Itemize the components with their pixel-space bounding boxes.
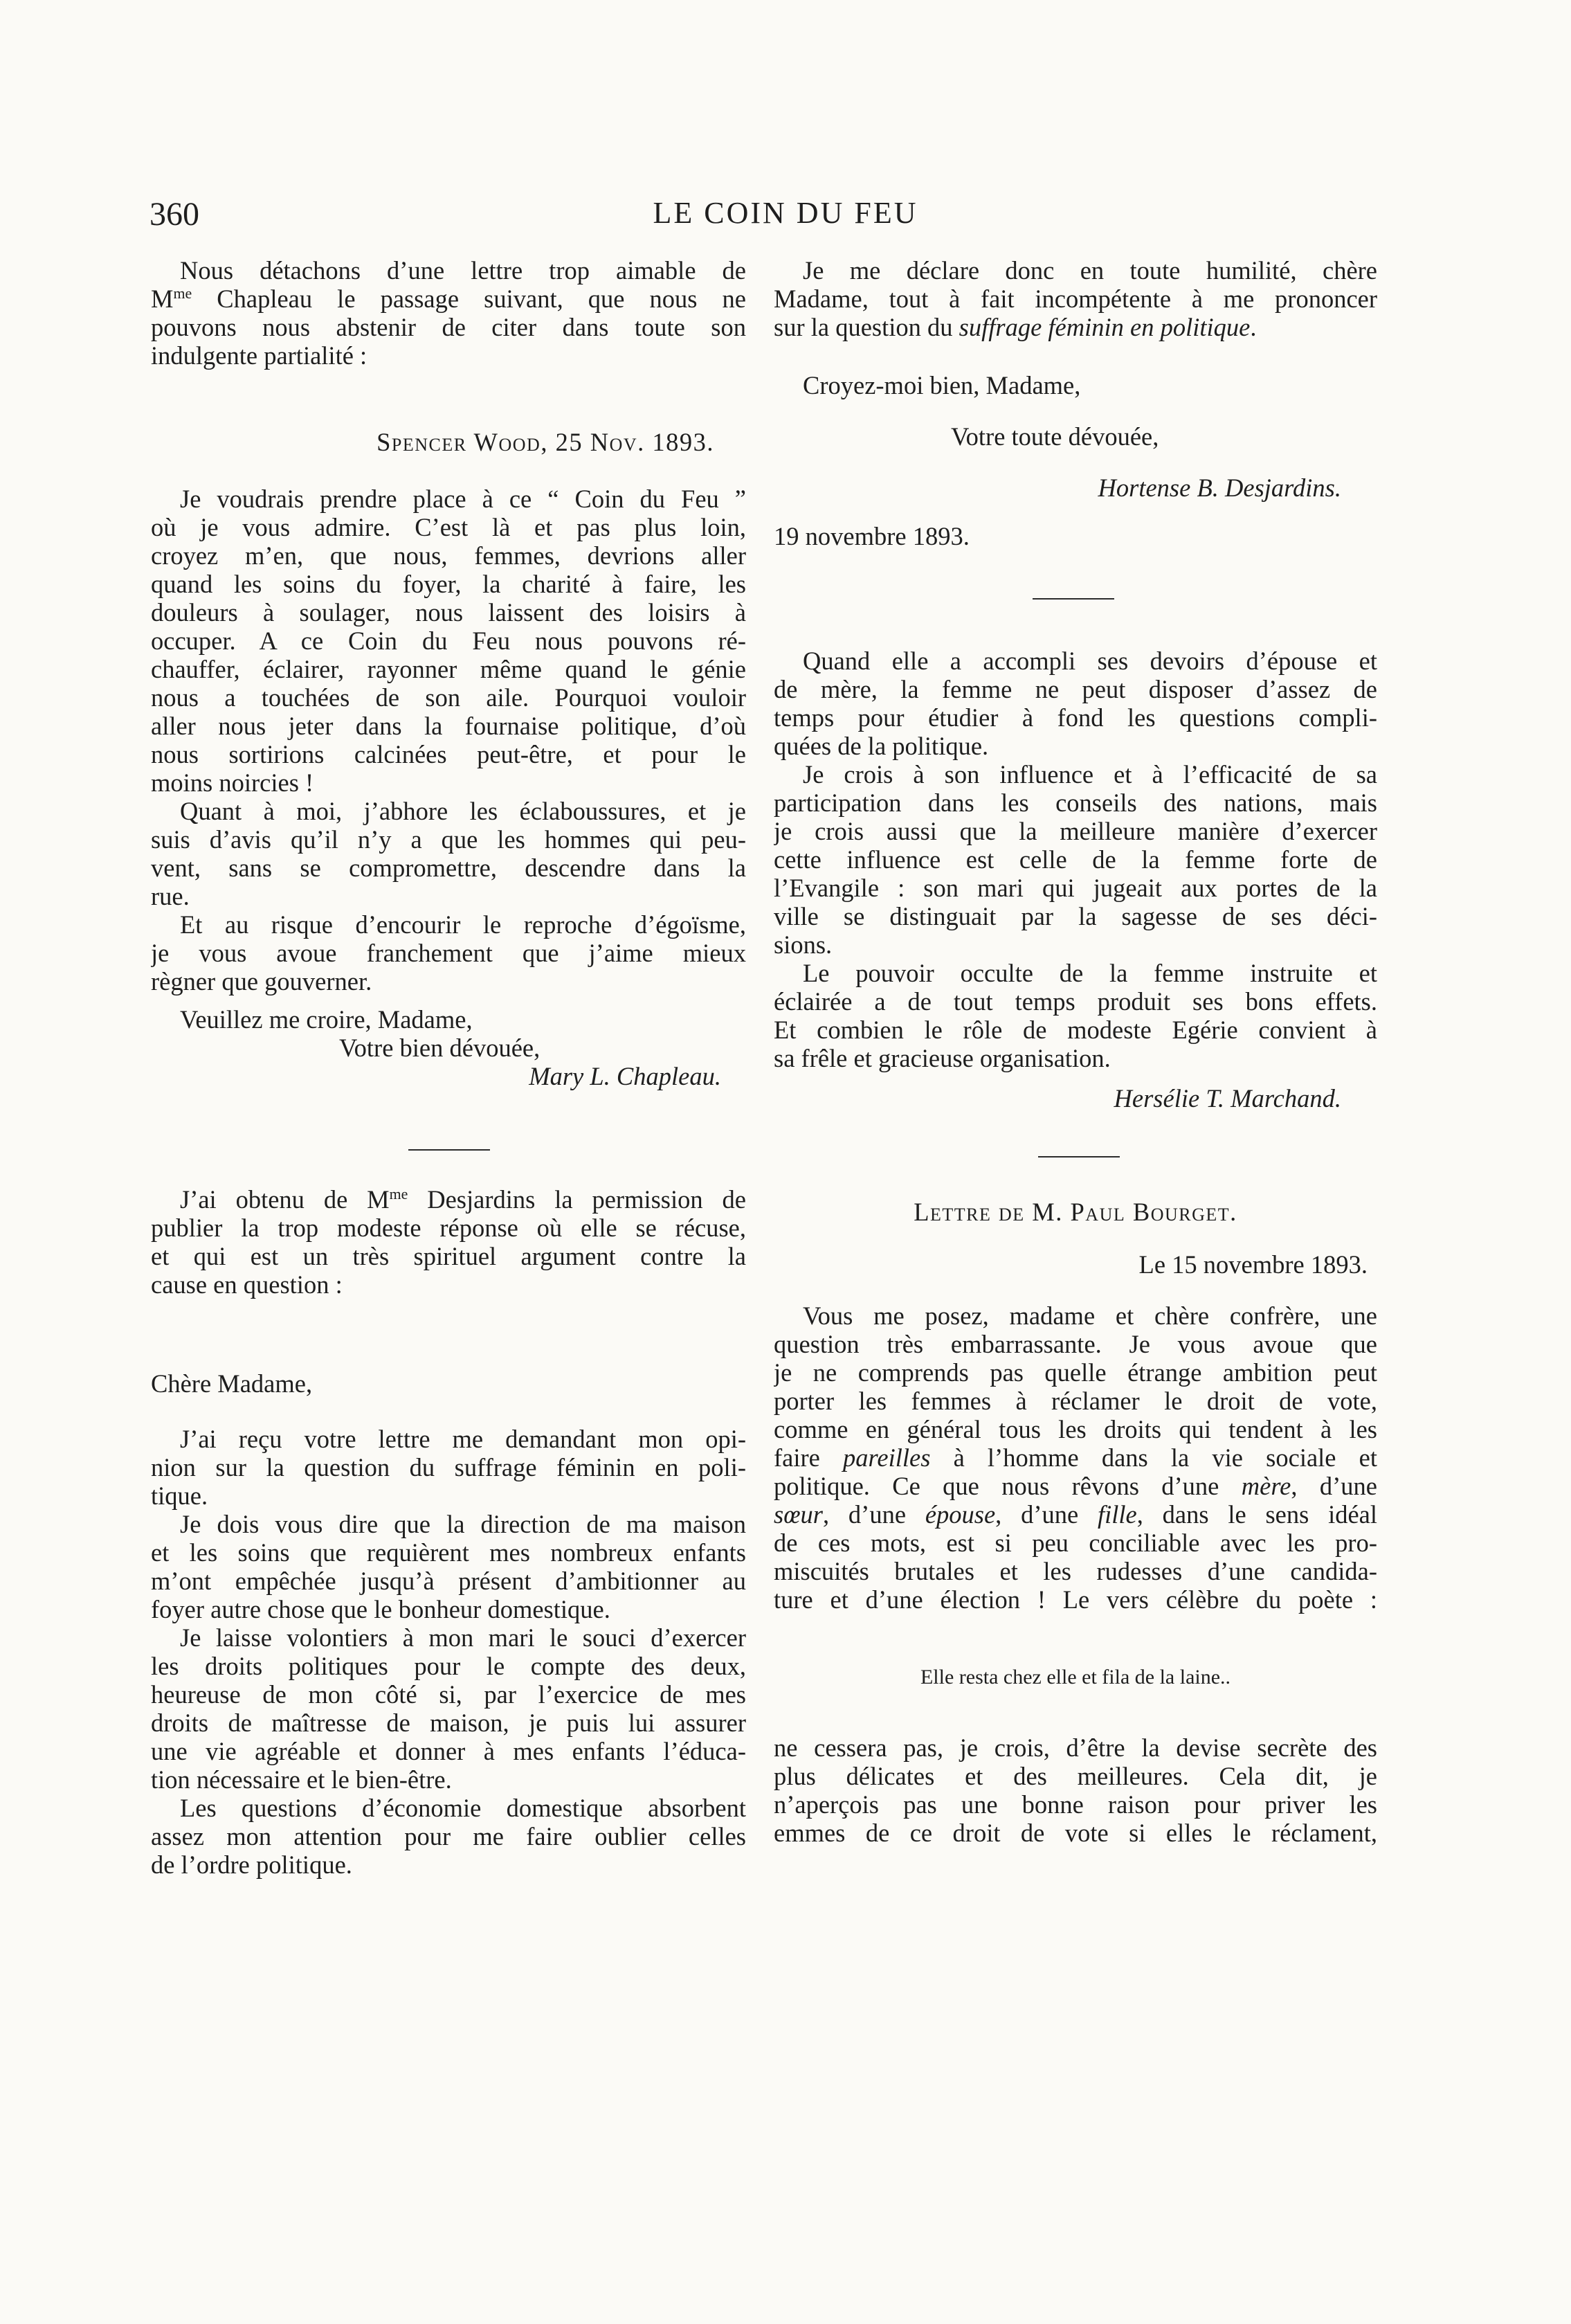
text-line: droits de maîtresse de maison, je puis lui assurer (151, 1709, 746, 1737)
text-line: faire pareilles à l’homme dans la vie sociale et (774, 1443, 1377, 1472)
text-line: ne cessera pas, je crois, d’être la devise secrète des (774, 1733, 1377, 1762)
text-line: nous a touchées de son aile. Pourquoi vouloir (151, 683, 746, 712)
text-line: suis d’avis qu’il n’y a que les hommes qui peu- (151, 825, 746, 854)
text-line: Madame, tout à fait incompétente à me prononcer (774, 285, 1377, 313)
text-line: Je me déclare donc en toute humilité, chère (803, 256, 1377, 285)
text-line: Et au risque d’encourir le reproche d’égoïsme, (180, 910, 746, 939)
text-line: chauffer, éclairer, rayonner même quand le génie (151, 655, 746, 683)
text-line: Je dois vous dire que la direction de ma maison (180, 1510, 746, 1538)
text-line: sur la question du suffrage féminin en politique. (774, 313, 1257, 341)
text-line: éclairée a de tout temps produit ses bons effets. (774, 987, 1377, 1016)
text-line: indulgente partialité : (151, 341, 367, 370)
letter1-closing (151, 1005, 746, 1090)
text-line: Vous me posez, madame et chère confrère, une (803, 1301, 1377, 1330)
text-line: sa frêle et gracieuse organisation. (774, 1044, 1111, 1072)
text-line: politique. Ce que nous rêvons d’une mère, d’une (774, 1472, 1377, 1500)
text-line: Votre toute dévouée, (951, 422, 1159, 451)
text-line: je ne comprends pas quelle étrange ambition peut (774, 1358, 1377, 1387)
text-line: vent, sans se compromettre, descendre dans la (151, 854, 746, 882)
text-line: Quand elle a accompli ses devoirs d’épouse et (803, 647, 1377, 675)
text-line: ture et d’une élection ! Le vers célèbre du poète : (774, 1585, 1377, 1614)
bourget-date: Le 15 novembre 1893. (1138, 1250, 1368, 1279)
text-line: et qui est un très spirituel argument contre la (151, 1242, 746, 1270)
letter2-date: 19 novembre 1893. (774, 522, 970, 550)
page-number: 360 (149, 196, 199, 233)
running-title: LE COIN DU FEU (653, 196, 918, 230)
text-line: de ces mots, est si peu conciliable avec les pro- (774, 1529, 1377, 1557)
bourget-continuation (774, 1733, 1377, 1847)
text-line: miscuités brutales et les rudesses d’une candida- (774, 1557, 1377, 1585)
letter2-salutation: Chère Madame, (151, 1369, 313, 1398)
text-line: temps pour étudier à fond les questions compli- (774, 703, 1377, 732)
text-line: tique. (151, 1481, 208, 1510)
letter2-signature (774, 474, 1377, 502)
text-line: Croyez-moi bien, Madame, (803, 371, 1081, 399)
section-divider (1038, 1156, 1120, 1158)
text-line: comme en général tous les droits qui tendent à les (774, 1415, 1377, 1443)
text-line: moins noircies ! (151, 768, 314, 797)
letter2-body (151, 1425, 746, 1879)
text-line: Quant à moi, j’abhore les éclaboussures, et je (180, 797, 746, 825)
section-divider (1033, 598, 1114, 600)
text-line: assez mon attention pour me faire oublier celles (151, 1822, 746, 1850)
text-line: $M^{me}$ Chapleau le passage suivant, que nous ne (151, 285, 746, 313)
bourget-body (774, 1301, 1377, 1614)
text-line: Je laisse volontiers à mon mari le souci d’exercer (180, 1623, 746, 1652)
text-line: croyez m’en, que nous, femmes, devrions aller (151, 541, 746, 570)
text-line: de l’ordre politique. (151, 1850, 352, 1879)
text-line: plus délicates et des meilleures. Cela dit, je (774, 1762, 1377, 1790)
text-line: une vie agréable et donner à mes enfants l’éduca- (151, 1737, 746, 1765)
text-line: l’Evangile : son mari qui jugeait aux portes de la (774, 874, 1377, 902)
text-line: emmes de ce droit de vote si elles le réclament, (774, 1819, 1377, 1847)
marchand-signature (774, 1084, 1377, 1113)
text-line: Les questions d’économie domestique absorbent (180, 1794, 746, 1822)
letter2-closing-2 (774, 422, 1377, 451)
text-line: nous sortirions calcinées peut-être, et pour le (151, 740, 746, 768)
text-line: Je crois à son influence et à l’efficacité de sa (803, 760, 1377, 789)
verse-quote: Elle resta chez elle et fila de la laine.. (920, 1666, 1231, 1688)
signature: Hersélie T. Marchand. (1114, 1084, 1341, 1113)
text-line: sœur, d’une épouse, d’une fille, dans le sens idéal (774, 1500, 1377, 1529)
text-line: porter les femmes à réclamer le droit de vote, (774, 1387, 1377, 1415)
text-line: les droits politiques pour le compte des deux, (151, 1652, 746, 1680)
text-line: de mère, la femme ne peut disposer d’assez de (774, 675, 1377, 703)
letter2-closing (774, 371, 1377, 399)
text-line: m’ont empêchée jusqu’à présent d’ambitionner au (151, 1567, 746, 1595)
marchand-body (774, 647, 1377, 1072)
text-line: J’ai obtenu de $M^{me}$ Desjardins la permission de (180, 1185, 746, 1214)
section-divider (408, 1149, 490, 1151)
text-line: n’aperçois pas une bonne raison pour priver les (774, 1790, 1377, 1819)
text-line: occuper. A ce Coin du Feu nous pouvons ré- (151, 627, 746, 655)
text-line: sions. (774, 930, 833, 959)
intro-paragraph (151, 256, 746, 370)
text-line: participation dans les conseils des nations, mais (774, 789, 1377, 817)
text-line: où je vous admire. C’est là et pas plus loin, (151, 513, 746, 541)
text-line: aller nous jeter dans la fournaise politique, d’où (151, 712, 746, 740)
text-line: règner que gouverner. (151, 967, 372, 996)
text-line: Veuillez me croire, Madame, (180, 1005, 473, 1034)
text-line: tion nécessaire et le bien-être. (151, 1765, 452, 1794)
text-line: Nous détachons d’une lettre trop aimable de (180, 256, 746, 285)
text-line: et les soins que requièrent mes nombreux enfants (151, 1538, 746, 1567)
text-line: heureuse de mon côté si, par l’exercice de mes (151, 1680, 746, 1709)
text-line: Le pouvoir occulte de la femme instruite et (803, 959, 1377, 987)
text-line: je crois aussi que la meilleure manière d’exercer (774, 817, 1377, 845)
text-line: quées de la politique. (774, 732, 989, 760)
text-line: Je voudrais prendre place à ce “ Coin du Feu ” (180, 485, 746, 513)
bourget-heading: Lettre de M. Paul Bourget. (914, 1198, 1237, 1226)
text-line: quand les soins du foyer, la charité à faire, les (151, 570, 746, 598)
desjardins-intro (151, 1185, 746, 1299)
signature: Hortense B. Desjardins. (1098, 474, 1341, 502)
text-line: Et combien le rôle de modeste Egérie convient à (774, 1016, 1377, 1044)
text-line: ville se distinguait par la sagesse de ses déci- (774, 902, 1377, 930)
text-line: cause en question : (151, 1270, 343, 1299)
letter2-continuation (774, 256, 1377, 341)
text-line: J’ai reçu votre lettre me demandant mon opi- (180, 1425, 746, 1453)
text-line: nion sur la question du suffrage féminin en poli- (151, 1453, 746, 1481)
text-line: rue. (151, 882, 190, 910)
text-line: foyer autre chose que le bonheur domestique. (151, 1595, 610, 1623)
text-line: douleurs à soulager, nous laissent des loisirs à (151, 598, 746, 627)
signature: Mary L. Chapleau. (529, 1062, 721, 1090)
text-line: cette influence est celle de la femme forte de (774, 845, 1377, 874)
text-line: je vous avoue franchement que j’aime mieux (151, 939, 746, 967)
letter1-dateline: Spencer Wood, 25 Nov. 1893. (376, 428, 714, 456)
text-line: Votre bien dévouée, (339, 1034, 541, 1062)
text-line: publier la trop modeste réponse où elle se récuse, (151, 1214, 746, 1242)
letter1-body (151, 485, 746, 996)
text-line: question très embarrassante. Je vous avoue que (774, 1330, 1377, 1358)
text-line: pouvons nous abstenir de citer dans toute son (151, 313, 746, 341)
